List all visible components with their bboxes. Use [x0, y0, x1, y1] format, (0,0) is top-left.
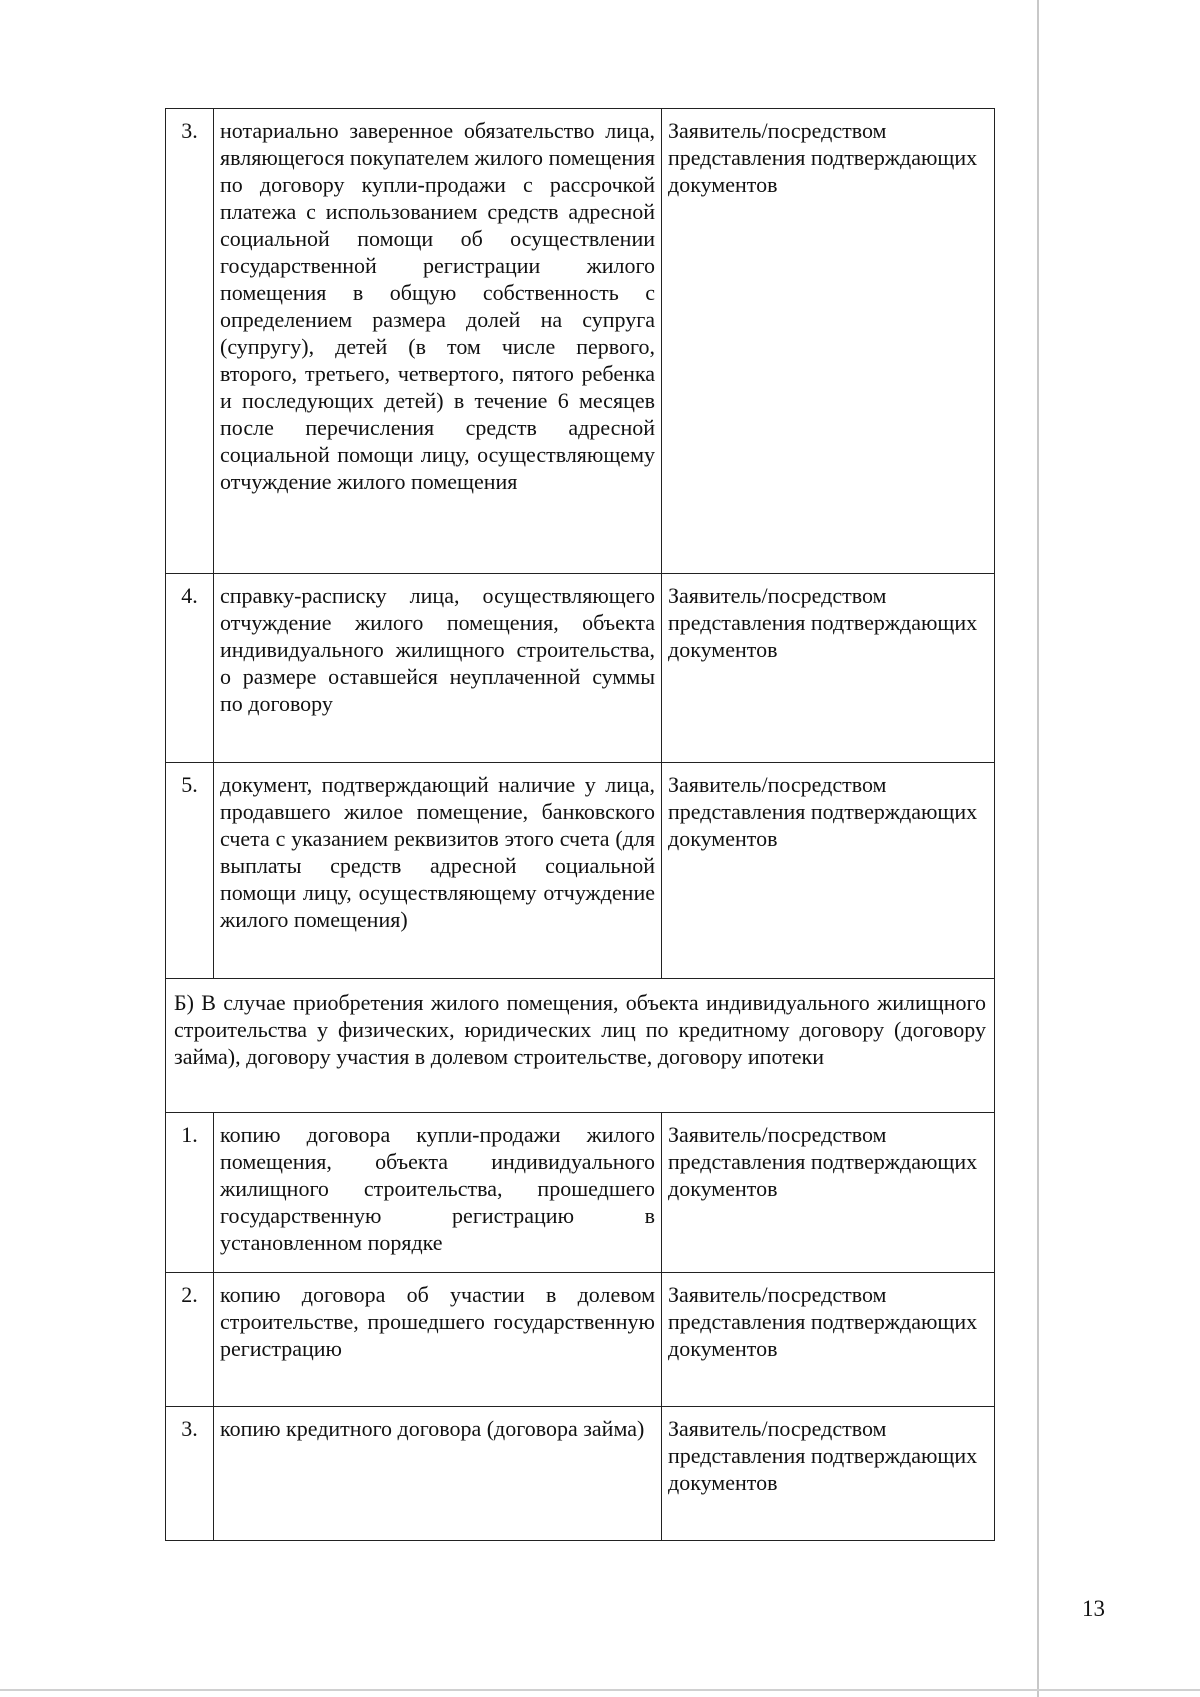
page-edge-bottom: [0, 1689, 1200, 1691]
row-source: Заявитель/посредством представления подтверждающих документов: [662, 1113, 995, 1273]
table-row: [166, 763, 995, 979]
row-source: Заявитель/посредством представления подтверждающих документов: [662, 574, 995, 763]
row-number: 4.: [166, 574, 214, 763]
documents-table: [165, 108, 995, 1541]
row-description: документ, подтверждающий наличие у лица, продавшего жилое помещение, банковского счета с указанием реквизитов этого счета (для выплаты средств адресной социальной помощи лицу, осуществляющему отчуждение жилого помещения): [214, 763, 662, 979]
row-source: Заявитель/посредством представления подтверждающих документов: [662, 1273, 995, 1407]
row-source: Заявитель/посредством представления подтверждающих документов: [662, 763, 995, 979]
section-b-heading: Б) В случае приобретения жилого помещения, объекта индивидуального жилищного строительства у физических, юридических лиц по кредитному договору (договору займа), договору участия в долевом строительстве, договору ипотеки: [166, 979, 995, 1113]
page-edge-right: [1037, 0, 1039, 1697]
row-description: копию кредитного договора (договора займа): [214, 1407, 662, 1541]
row-number: 3.: [166, 1407, 214, 1541]
table-row: [166, 574, 995, 763]
row-description: копию договора об участии в долевом строительстве, прошедшего государственную регистрацию: [214, 1273, 662, 1407]
row-number: 3.: [166, 109, 214, 574]
row-source: Заявитель/посредством представления подтверждающих документов: [662, 1407, 995, 1541]
row-number: 2.: [166, 1273, 214, 1407]
row-number: 5.: [166, 763, 214, 979]
table-row: [166, 1407, 995, 1541]
page-number: 13: [1082, 1596, 1105, 1621]
section-header-row: [166, 979, 995, 1113]
table-row: [166, 109, 995, 574]
table-row: [166, 1273, 995, 1407]
row-source: Заявитель/посредством представления подтверждающих документов: [662, 109, 995, 574]
table-row: [166, 1113, 995, 1273]
row-description: нотариально заверенное обязательство лица, являющегося покупателем жилого помещения по договору купли-продажи с рассрочкой платежа с использованием средств адресной социальной помощи об осуществлении государственной регистрации жилого помещения в общую собственность с определением размера долей на супруга (супругу), детей (в том числе первого, второго, третьего, четвертого, пятого ребенка и последующих детей) в течение 6 месяцев после перечисления средств адресной социальной помощи лицу, осуществляющему отчуждение жилого помещения: [214, 109, 662, 574]
row-description: справку-расписку лица, осуществляющего отчуждение жилого помещения, объекта индивидуального жилищного строительства, о размере оставшейся неуплаченной суммы по договору: [214, 574, 662, 763]
row-number: 1.: [166, 1113, 214, 1273]
row-description: копию договора купли-продажи жилого помещения, объекта индивидуального жилищного строительства, прошедшего государственную регистрацию в установленном порядке: [214, 1113, 662, 1273]
